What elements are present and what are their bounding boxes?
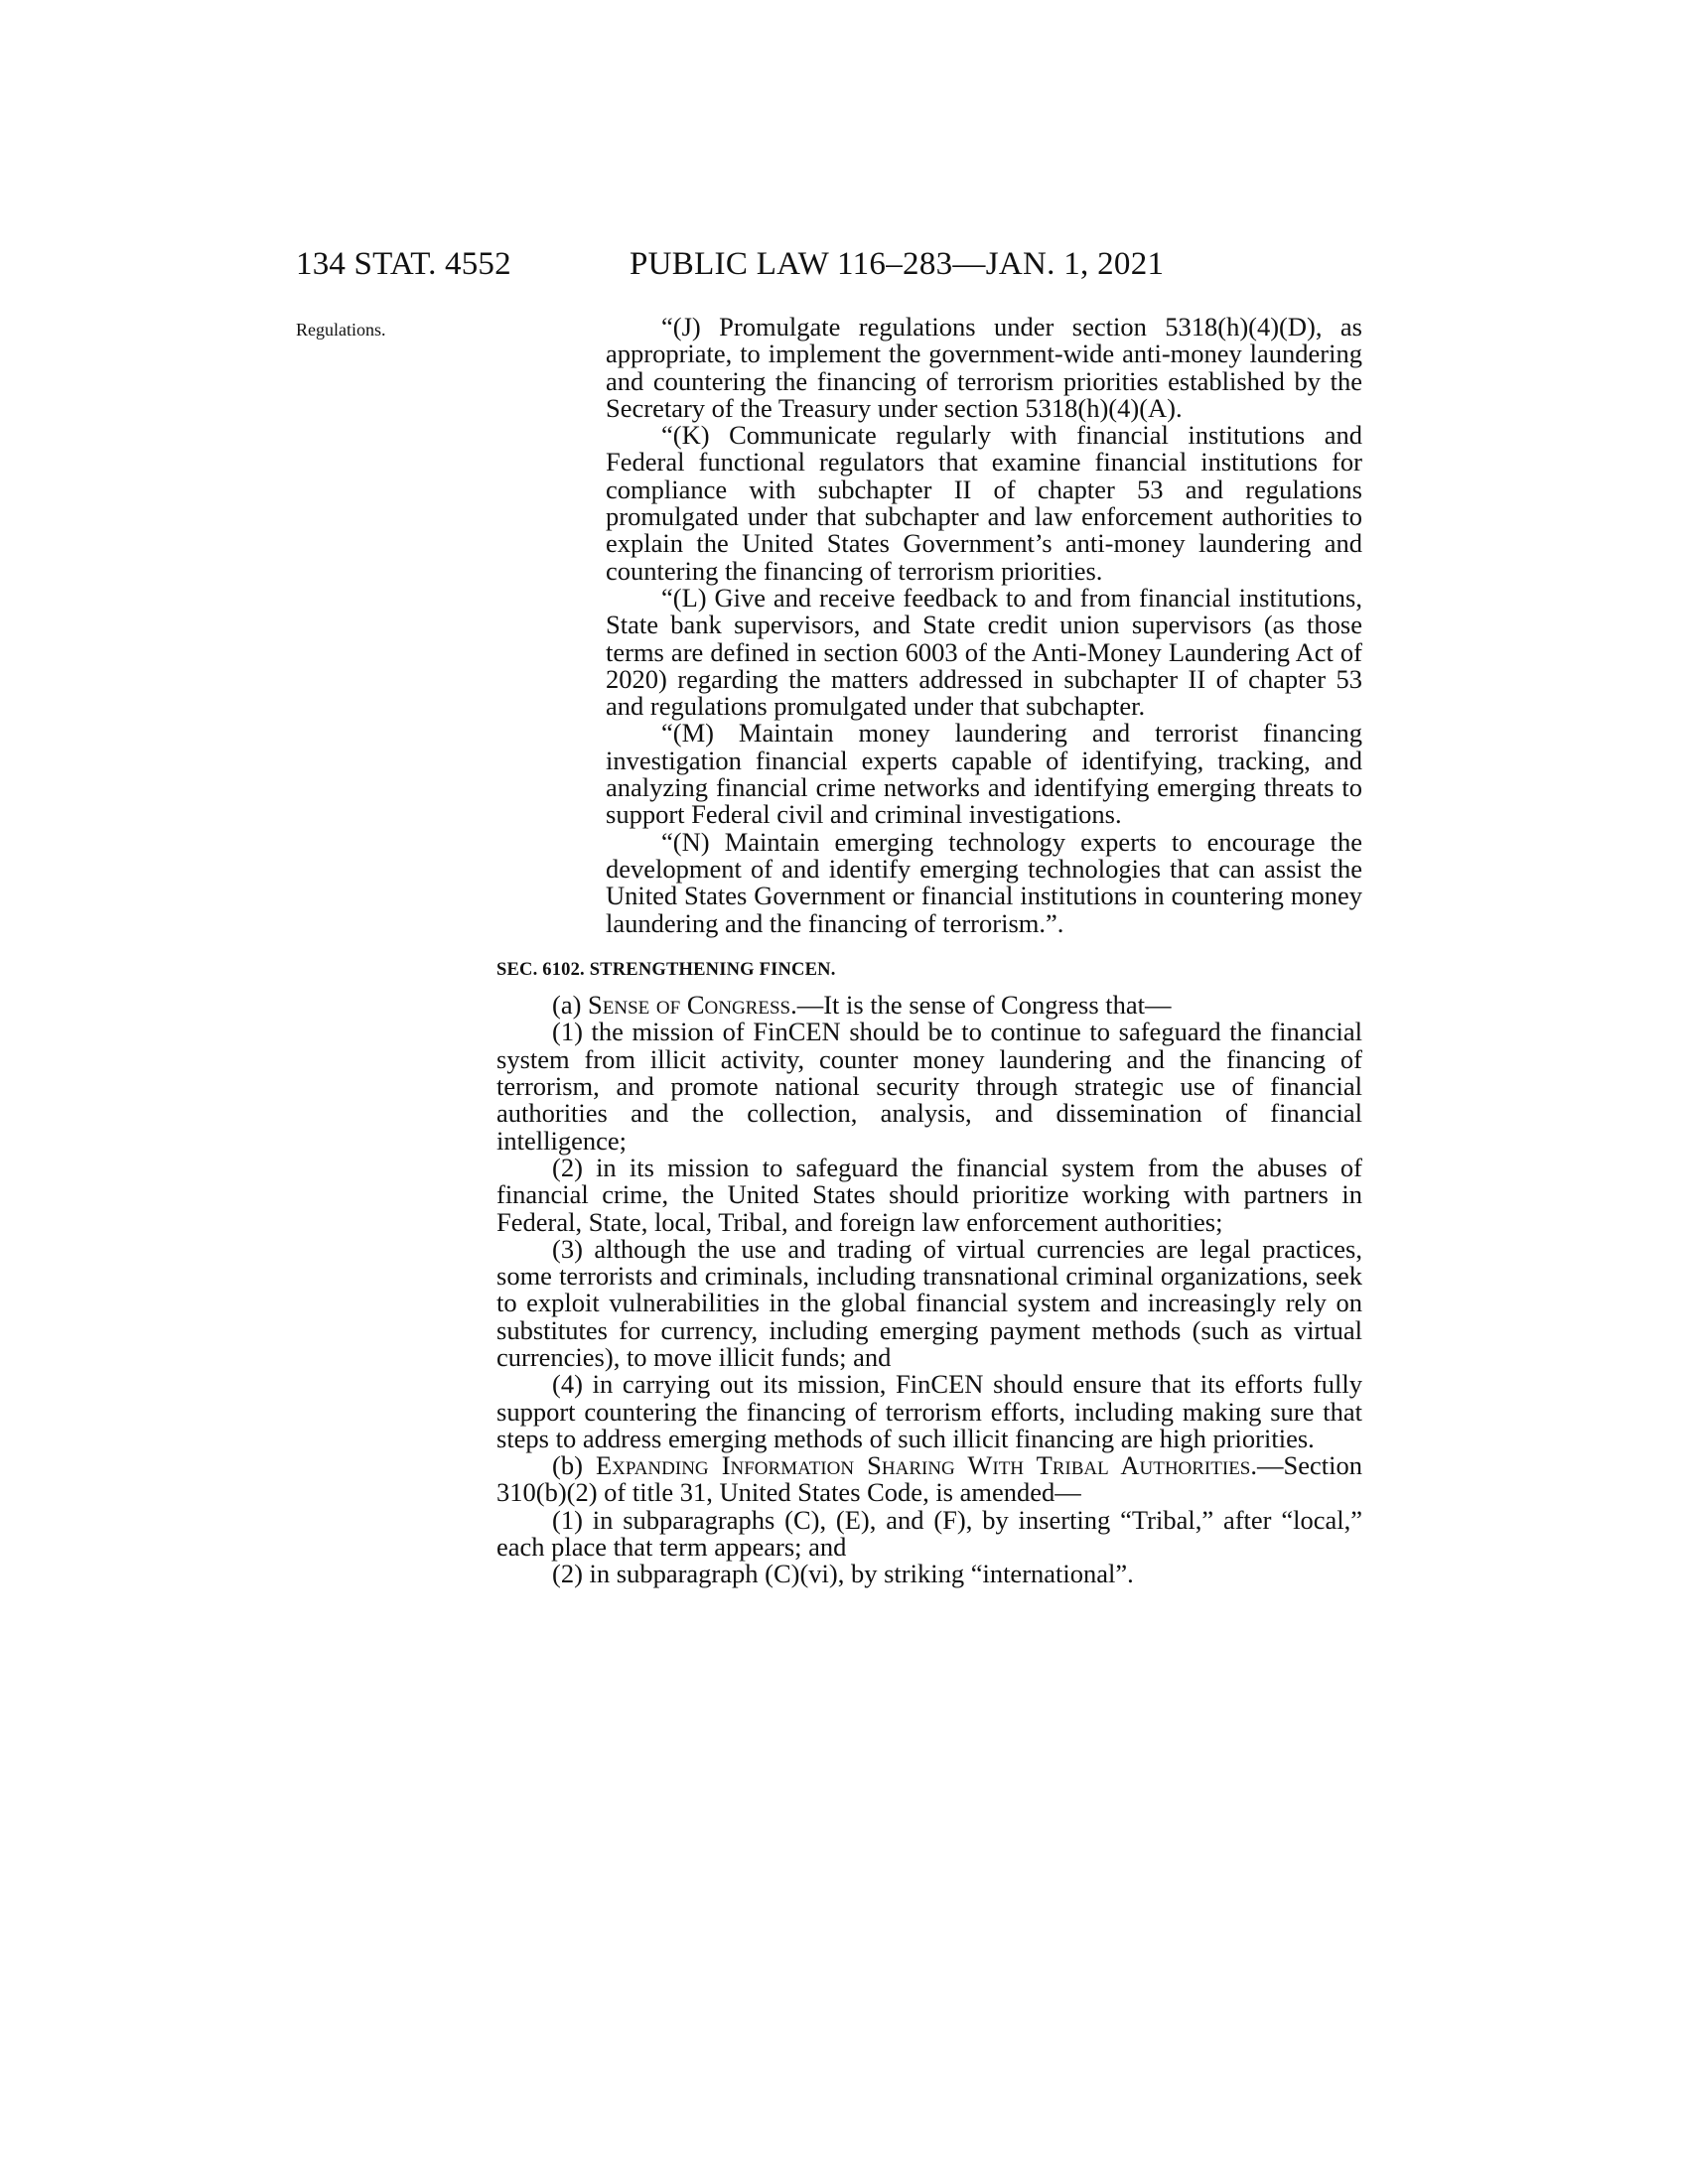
statute-citation: 134 STAT. 4552 — [296, 246, 511, 282]
page-header — [296, 246, 1388, 288]
continued-paragraphs — [496, 314, 1362, 937]
subsection-b-caption: Expanding Information Sharing With Tribal Authorities — [595, 1450, 1251, 1481]
subsection-b-text: .—Section 310(b)(2) of title 31, United States Code, is amended— — [496, 1450, 1362, 1508]
paragraph-j: “(J) Promulgate regulations under section 5318(h)(4)(D), as appropriate, to implement the government-wide anti-money laundering and countering the financing of terrorism priorities established by the Secretary of the Treasury under section 5318(h)(4)(A). — [606, 312, 1362, 423]
subsection-a-text: .—It is the sense of Congress that— — [790, 990, 1172, 1021]
subsection-a-item-2: (2) in its mission to safeguard the financial system from the abuses of financial crime, the United States should prioritize working with partners in Federal, State, local, Tribal, and foreign law enforcement authorities; — [496, 1152, 1362, 1237]
subsection-b-label: (b) — [552, 1450, 596, 1481]
subsection-a-items — [496, 1019, 1362, 1452]
subsection-a-item-1: (1) the mission of FinCEN should be to continue to safeguard the financial system from illicit activity, counter money laundering and the financing of terrorism, and promote national security through strategic use of financial authorities and the collection, analysis, and dissemination of financial intelligence; — [496, 1017, 1362, 1156]
subsection-a-item-3: (3) although the use and trading of virtual currencies are legal practices, some terrorists and criminals, including transnational criminal organizations, seek to exploit vulnerabilities in the global financial system and increasingly rely on substitutes for currency, including emerging payment methods (such as virtual currencies), to move illicit funds; and — [496, 1233, 1362, 1372]
subsection-a-item-4: (4) in carrying out its mission, FinCEN should ensure that its efforts fully support countering the financing of terrorism efforts, including making sure that steps to address emerging methods of such illicit financing are high priorities. — [496, 1369, 1362, 1453]
paragraph-l: “(L) Give and receive feedback to and from financial institutions, State bank supervisors, and State credit union supervisors (as those terms are defined in section 6003 of the Anti-Money Laundering Act of 2020) regarding the matters addressed in subchapter II of chapter 53 and regulations promulgated under that subchapter. — [606, 582, 1362, 722]
section-heading: SEC. 6102. STRENGTHENING FINCEN. — [496, 959, 836, 980]
paragraph-m: “(M) Maintain money laundering and terrorist financing investigation financial experts capable of identifying, tracking, and analyzing financial crime networks and identifying emerging threats to support Federal civil and criminal investigations. — [606, 718, 1362, 830]
subsection-b-items — [496, 1504, 1362, 1589]
subsection-b-item-1: (1) in subparagraphs (C), (E), and (F), by inserting “Tribal,” after “local,” each place that term appears; and — [496, 1504, 1362, 1563]
running-head: PUBLIC LAW 116–283—JAN. 1, 2021 — [630, 246, 1165, 282]
subsection-a-caption: Sense of Congress — [588, 990, 791, 1021]
subsection-a — [496, 992, 1362, 1019]
margin-note: Regulations. — [296, 320, 386, 340]
subsection-a-label: (a) — [552, 990, 589, 1021]
paragraph-k: “(K) Communicate regularly with financial institutions and Federal functional regulators that examine financial institutions for compliance with subchapter II of chapter 53 and regulations promulgated under that subchapter and law enforcement authorities to explain the United States Government’s anti-money laundering and countering the financing of terrorism priorities. — [606, 420, 1362, 586]
paragraph-n: “(N) Maintain emerging technology experts to encourage the development of and identify emerging technologies that can assist the United States Government or financial institutions in countering money laundering and the financing of terrorism.”. — [606, 826, 1362, 938]
subsection-b-item-2: (2) in subparagraph (C)(vi), by striking “international”. — [552, 1559, 1134, 1589]
body-text — [496, 314, 1362, 1588]
subsection-b — [496, 1452, 1362, 1507]
